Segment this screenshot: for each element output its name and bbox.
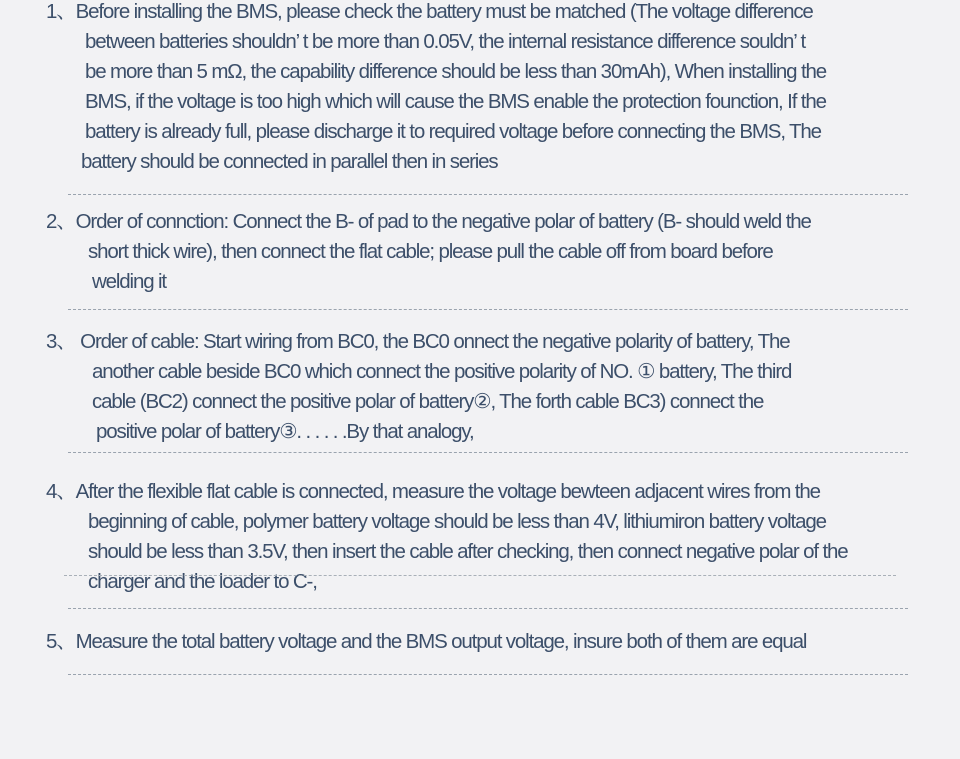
divider [68, 674, 908, 675]
item-5-line-1: 5、Measure the total battery voltage and the BMS output voltage, insure both of them are equal [46, 630, 807, 653]
item-3-line-3: cable (BC2) connect the positive polar of battery②, The forth cable BC3) connect the [92, 390, 764, 413]
item-1-line-5: battery is already full, please discharge it to required voltage before connecting the BMS, The [85, 120, 821, 143]
divider [68, 452, 908, 453]
divider [68, 309, 908, 310]
item-4-line-2: beginning of cable, polymer battery voltage should be less than 4V, lithiumiron battery voltage [88, 510, 826, 533]
item-2-line-2: short thick wire), then connect the flat cable; please pull the cable off from board before [88, 240, 773, 263]
item-2-line-3: welding it [92, 270, 166, 293]
item-1-line-1: 1、Before installing the BMS, please check the battery must be matched (The voltage difference [46, 0, 813, 23]
item-4-line-4: charger and the loader to C-, [88, 570, 317, 593]
divider [64, 575, 896, 576]
item-4-line-3: should be less than 3.5V, then insert the cable after checking, then connect negative polar of the [88, 540, 848, 563]
divider [68, 194, 908, 195]
item-3-line-2: another cable beside BC0 which connect the positive polarity of NO. ① battery, The third [92, 360, 792, 383]
item-4-line-1: 4、After the flexible flat cable is connected, measure the voltage bewteen adjacent wires from the [46, 480, 820, 503]
item-3-line-1: 3、 Order of cable: Start wiring from BC0, the BC0 onnect the negative polarity of battery, The [46, 330, 790, 353]
item-3-line-4: positive polar of battery③. . . . . .By that analogy, [96, 420, 474, 443]
item-1-line-3: be more than 5 mΩ, the capability difference should be less than 30mAh), When installing the [85, 60, 827, 83]
item-1-line-4: BMS, if the voltage is too high which will cause the BMS enable the protection founction, If the [85, 90, 826, 113]
item-1-line-6: battery should be connected in parallel then in series [81, 150, 498, 173]
item-2-line-1: 2、Order of connction: Connect the B- of pad to the negative polar of battery (B- should weld the [46, 210, 811, 233]
divider [68, 608, 908, 609]
item-1-line-2: between batteries shouldn’ t be more than 0.05V, the internal resistance difference souldn’ t [85, 30, 806, 53]
